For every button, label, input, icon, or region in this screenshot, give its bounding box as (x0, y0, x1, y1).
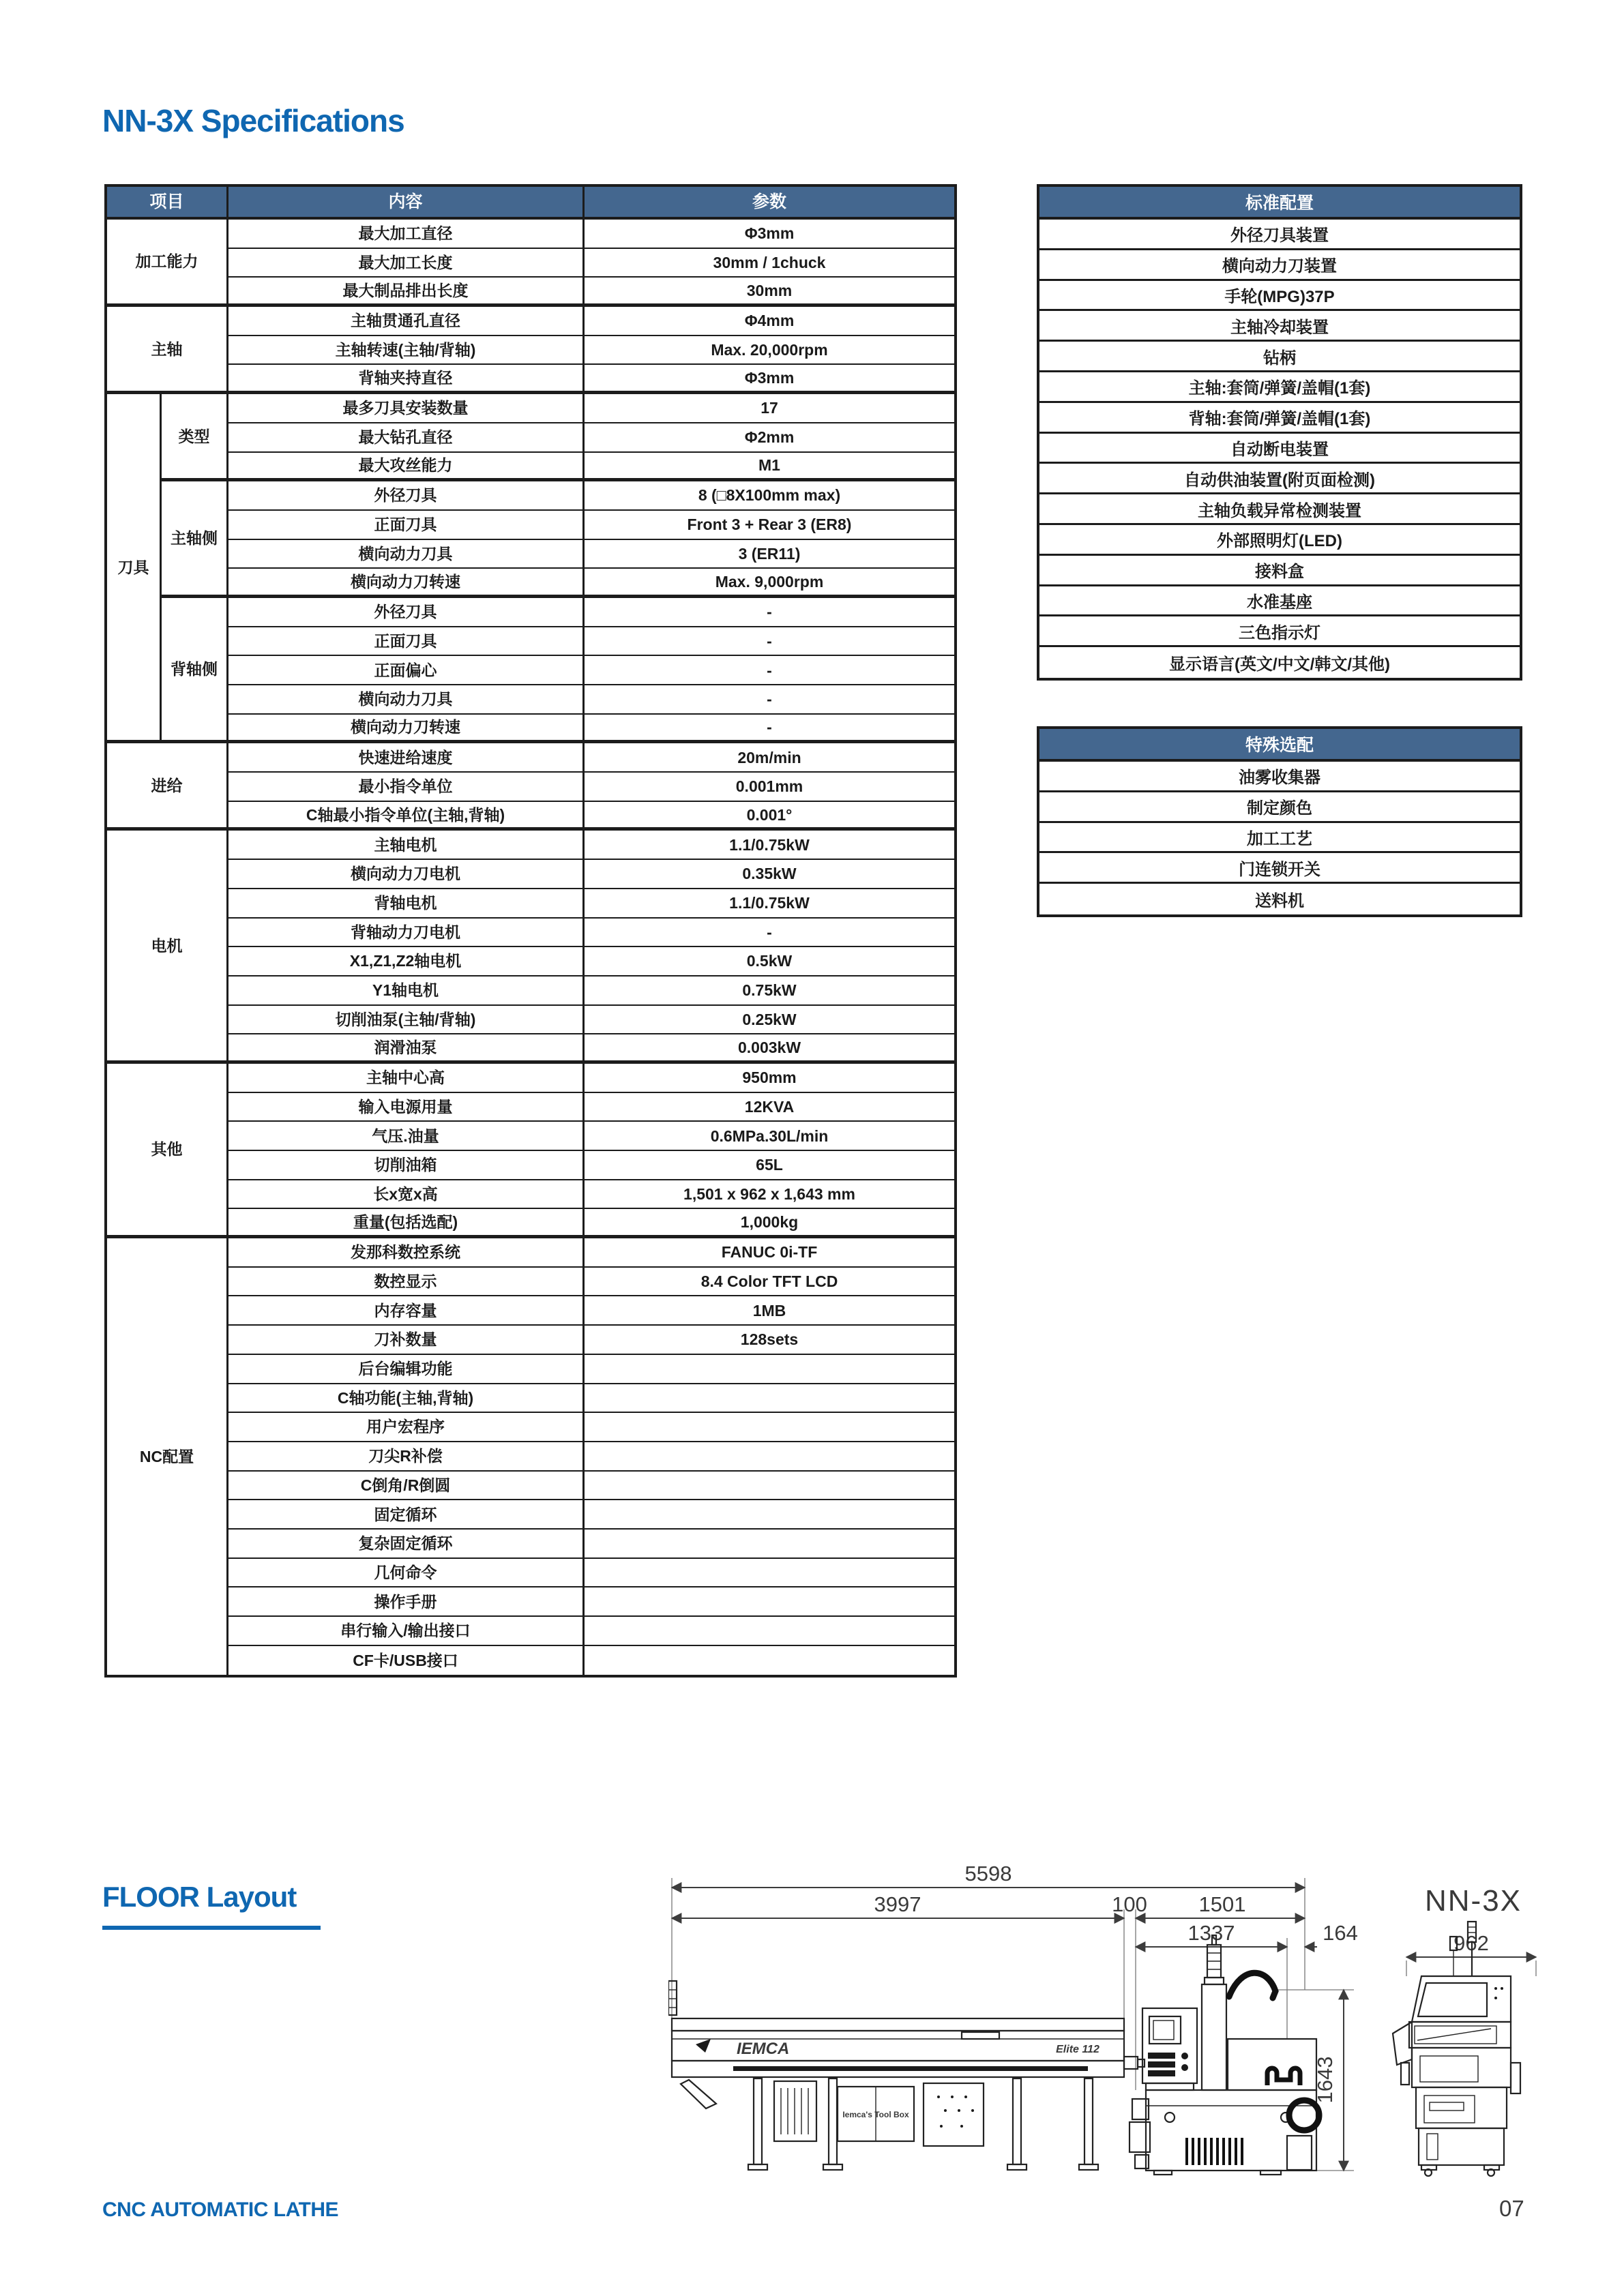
spec-item-label: 主轴电机 (228, 831, 585, 860)
spec-item-label: 快速进给速度 (228, 743, 585, 773)
spec-item-value: 0.001° (585, 802, 954, 831)
standard-config-item: 接料盒 (1039, 556, 1520, 586)
spec-item-label: 切削油箱 (228, 1151, 585, 1180)
spec-item-label: 主轴中心高 (228, 1064, 585, 1093)
spec-item-value: 0.001mm (585, 773, 954, 802)
spec-item-value (585, 1442, 954, 1472)
spec-item-value: 1.1/0.75kW (585, 889, 954, 919)
floor-layout-drawing (668, 1855, 1569, 2182)
spec-item-value: 0.35kW (585, 860, 954, 889)
standard-config-item: 钻柄 (1039, 342, 1520, 372)
special-option-item: 门连锁开关 (1039, 853, 1520, 884)
spec-group-cell: 主轴 (107, 307, 228, 394)
standard-config-item: 手轮(MPG)37P (1039, 281, 1520, 312)
spec-item-value: 0.5kW (585, 947, 954, 976)
spec-item-value: 30mm (585, 278, 954, 307)
spec-item-value: Front 3 + Rear 3 (ER8) (585, 511, 954, 540)
spec-item-value: Φ3mm (585, 365, 954, 394)
spec-item-value: 1.1/0.75kW (585, 831, 954, 860)
spec-item-value: 30mm / 1chuck (585, 249, 954, 278)
spec-item-value (585, 1472, 954, 1501)
spec-item-value: FANUC 0i-TF (585, 1238, 954, 1268)
spec-item-value: 8.4 Color TFT LCD (585, 1268, 954, 1297)
spec-item-label: 背轴夹持直径 (228, 365, 585, 394)
spec-item-label: 操作手册 (228, 1587, 585, 1617)
spec-item-label: 最大加工长度 (228, 249, 585, 278)
standard-config-item: 外部照明灯(LED) (1039, 525, 1520, 556)
spec-header-item: 项目 (107, 187, 228, 220)
spec-item-value: Φ2mm (585, 423, 954, 453)
standard-config-item: 自动供油装置(附页面检测) (1039, 464, 1520, 494)
spec-item-value: M1 (585, 453, 954, 482)
spec-item-label: 几何命令 (228, 1559, 585, 1588)
standard-config-item: 背轴:套筒/弹簧/盖帽(1套) (1039, 403, 1520, 434)
spec-item-value (585, 1384, 954, 1414)
spec-item-label: 串行输入/输出接口 (228, 1617, 585, 1646)
spec-item-value: 0.6MPa.30L/min (585, 1122, 954, 1151)
spec-item-label: 数控显示 (228, 1268, 585, 1297)
spec-item-label: 切削油泵(主轴/背轴) (228, 1006, 585, 1035)
spec-item-label: 最大制品排出长度 (228, 278, 585, 307)
spec-item-value: 0.003kW (585, 1034, 954, 1064)
spec-item-value: - (585, 919, 954, 948)
spec-group-cell: 进给 (107, 743, 228, 831)
spec-item-label: 发那科数控系统 (228, 1238, 585, 1268)
spec-item-label: 正面刀具 (228, 627, 585, 657)
spec-item-label: 横向动力刀转速 (228, 715, 585, 744)
page-number: 07 (1499, 2196, 1524, 2221)
standard-config-item: 自动断电装置 (1039, 434, 1520, 464)
standard-config-item: 横向动力刀装置 (1039, 250, 1520, 281)
spec-item-value: 128sets (585, 1326, 954, 1355)
spec-item-label: 固定循环 (228, 1500, 585, 1530)
footer-product-label: CNC AUTOMATIC LATHE (102, 2198, 339, 2221)
spec-item-value: Max. 9,000rpm (585, 569, 954, 598)
spec-item-label: 横向动力刀电机 (228, 860, 585, 889)
standard-config-header: 标准配置 (1039, 187, 1520, 220)
lathe-front-drawing (1130, 1935, 1319, 2175)
spec-header-content: 内容 (228, 187, 585, 220)
dim-label-machine: 1501 (1198, 1892, 1246, 1916)
spec-item-value (585, 1559, 954, 1588)
spec-item-value: - (585, 656, 954, 685)
spec-item-label: 背轴电机 (228, 889, 585, 919)
spec-item-label: 横向动力刀转速 (228, 569, 585, 598)
spec-item-label: X1,Z1,Z2轴电机 (228, 947, 585, 976)
spec-item-value: 3 (ER11) (585, 540, 954, 569)
dim-label-inner: 1337 (1187, 1921, 1235, 1945)
spec-item-value (585, 1587, 954, 1617)
feeder-toolbox-label: Iemca's Tool Box (842, 2110, 909, 2119)
spec-item-label: 背轴动力刀电机 (228, 919, 585, 948)
standard-config-item: 主轴负载异常检测装置 (1039, 494, 1520, 525)
spec-item-value: 65L (585, 1151, 954, 1180)
spec-header-parameter: 参数 (585, 187, 954, 220)
spec-item-label: 最小指令单位 (228, 773, 585, 802)
bar-feeder-drawing (668, 1981, 1145, 2170)
spec-item-value: 8 (□8X100mm max) (585, 481, 954, 511)
spec-item-label: 最大攻丝能力 (228, 453, 585, 482)
side-view-model-label: NN-3X (1424, 1884, 1522, 1918)
spec-item-label: C轴功能(主轴,背轴) (228, 1384, 585, 1414)
spec-item-value: Max. 20,000rpm (585, 336, 954, 366)
floor-title-underline (102, 1926, 321, 1930)
standard-config-table (1037, 184, 1522, 681)
spec-subgroup-cell: 主轴侧 (162, 481, 228, 598)
special-option-item: 送料机 (1255, 892, 1304, 911)
spec-item-value: 12KVA (585, 1093, 954, 1122)
spec-item-label: 主轴贯通孔直径 (228, 307, 585, 336)
spec-item-value: Φ3mm (585, 220, 954, 249)
spec-group-cell: NC配置 (107, 1238, 228, 1675)
spec-item-label: 正面刀具 (228, 511, 585, 540)
spec-item-label: 最大加工直径 (228, 220, 585, 249)
spec-item-value (585, 1530, 954, 1559)
page-title: NN-3X Specifications (102, 103, 404, 138)
spec-group-cell: 刀具 (107, 394, 162, 743)
spec-item-value: 17 (585, 394, 954, 423)
dim-label-total: 5598 (964, 1862, 1012, 1885)
spec-item-value: - (585, 598, 954, 627)
special-options-header: 特殊选配 (1039, 729, 1520, 762)
spec-item-label: 润滑油泵 (228, 1034, 585, 1064)
spec-item-label: 主轴转速(主轴/背轴) (228, 336, 585, 366)
spec-item-value: - (585, 627, 954, 657)
spec-item-label: 横向动力刀具 (228, 685, 585, 715)
floor-layout-title: FLOOR Layout (102, 1881, 297, 1913)
special-option-item: 制定颜色 (1039, 792, 1520, 823)
dim-label-offset: 164 (1323, 1921, 1358, 1945)
spec-group-cell: 电机 (107, 831, 228, 1064)
spec-item-label: 外径刀具 (228, 481, 585, 511)
spec-item-label: 刀补数量 (228, 1326, 585, 1355)
spec-item-value (585, 1617, 954, 1646)
spec-item-label: CF卡/USB接口 (228, 1646, 585, 1675)
special-options-table (1037, 726, 1522, 917)
spec-item-value: - (585, 715, 954, 744)
spec-item-label: 后台编辑功能 (228, 1355, 585, 1384)
standard-config-item: 主轴:套筒/弹簧/盖帽(1套) (1039, 372, 1520, 403)
special-option-item: 加工工艺 (1039, 823, 1520, 854)
spec-item-label: 正面偏心 (228, 656, 585, 685)
special-option-item: 油雾收集器 (1039, 762, 1520, 792)
standard-config-item: 水准基座 (1039, 586, 1520, 617)
spec-item-value: 1,501 x 962 x 1,643 mm (585, 1180, 954, 1210)
spec-item-label: 用户宏程序 (228, 1413, 585, 1442)
spec-item-label: C轴最小指令单位(主轴,背轴) (228, 802, 585, 831)
spec-item-label: 复杂固定循环 (228, 1530, 585, 1559)
standard-config-item: 显示语言(英文/中文/韩文/其他) (1169, 655, 1390, 674)
spec-group-cell: 加工能力 (107, 220, 228, 307)
lathe-side-drawing (1393, 1884, 1522, 2176)
spec-item-label: 输入电源用量 (228, 1093, 585, 1122)
spec-item-label: C倒角/R倒圆 (228, 1472, 585, 1501)
dim-label-gap: 100 (1112, 1892, 1147, 1916)
feeder-brand-logo: IEMCA (737, 2040, 790, 2058)
dim-label-feeder: 3997 (874, 1892, 921, 1916)
spec-item-value (585, 1355, 954, 1384)
spec-group-cell: 其他 (107, 1064, 228, 1238)
spec-item-label: 刀尖R补偿 (228, 1442, 585, 1472)
spec-item-label: 最多刀具安装数量 (228, 394, 585, 423)
spec-item-label: 内存容量 (228, 1296, 585, 1326)
spec-item-value (585, 1646, 954, 1675)
standard-config-item: 主轴冷却装置 (1039, 311, 1520, 342)
spec-item-label: 最大钻孔直径 (228, 423, 585, 453)
spec-item-value: 950mm (585, 1064, 954, 1093)
spec-item-value: Φ4mm (585, 307, 954, 336)
spec-item-label: 横向动力刀具 (228, 540, 585, 569)
dim-label-depth: 962 (1453, 1931, 1489, 1955)
spec-subgroup-cell: 类型 (162, 394, 228, 481)
spec-item-value (585, 1413, 954, 1442)
spec-subgroup-cell: 背轴侧 (162, 598, 228, 743)
dim-label-height: 1643 (1313, 2056, 1337, 2104)
spec-item-value: 1MB (585, 1296, 954, 1326)
spec-item-value: 20m/min (585, 743, 954, 773)
feeder-model-label: Elite 112 (1056, 2044, 1099, 2055)
spec-item-label: 气压.油量 (228, 1122, 585, 1151)
standard-config-item: 外径刀具装置 (1039, 220, 1520, 250)
spec-item-label: 重量(包括选配) (228, 1209, 585, 1238)
spec-item-value: 1,000kg (585, 1209, 954, 1238)
spec-item-value: 0.75kW (585, 976, 954, 1006)
specifications-table (104, 184, 957, 1678)
spec-item-value: - (585, 685, 954, 715)
standard-config-item: 三色指示灯 (1039, 616, 1520, 647)
spec-item-value: 0.25kW (585, 1006, 954, 1035)
spec-item-value (585, 1500, 954, 1530)
spec-item-label: 长x宽x高 (228, 1180, 585, 1210)
spec-item-label: 外径刀具 (228, 598, 585, 627)
spec-item-label: Y1轴电机 (228, 976, 585, 1006)
